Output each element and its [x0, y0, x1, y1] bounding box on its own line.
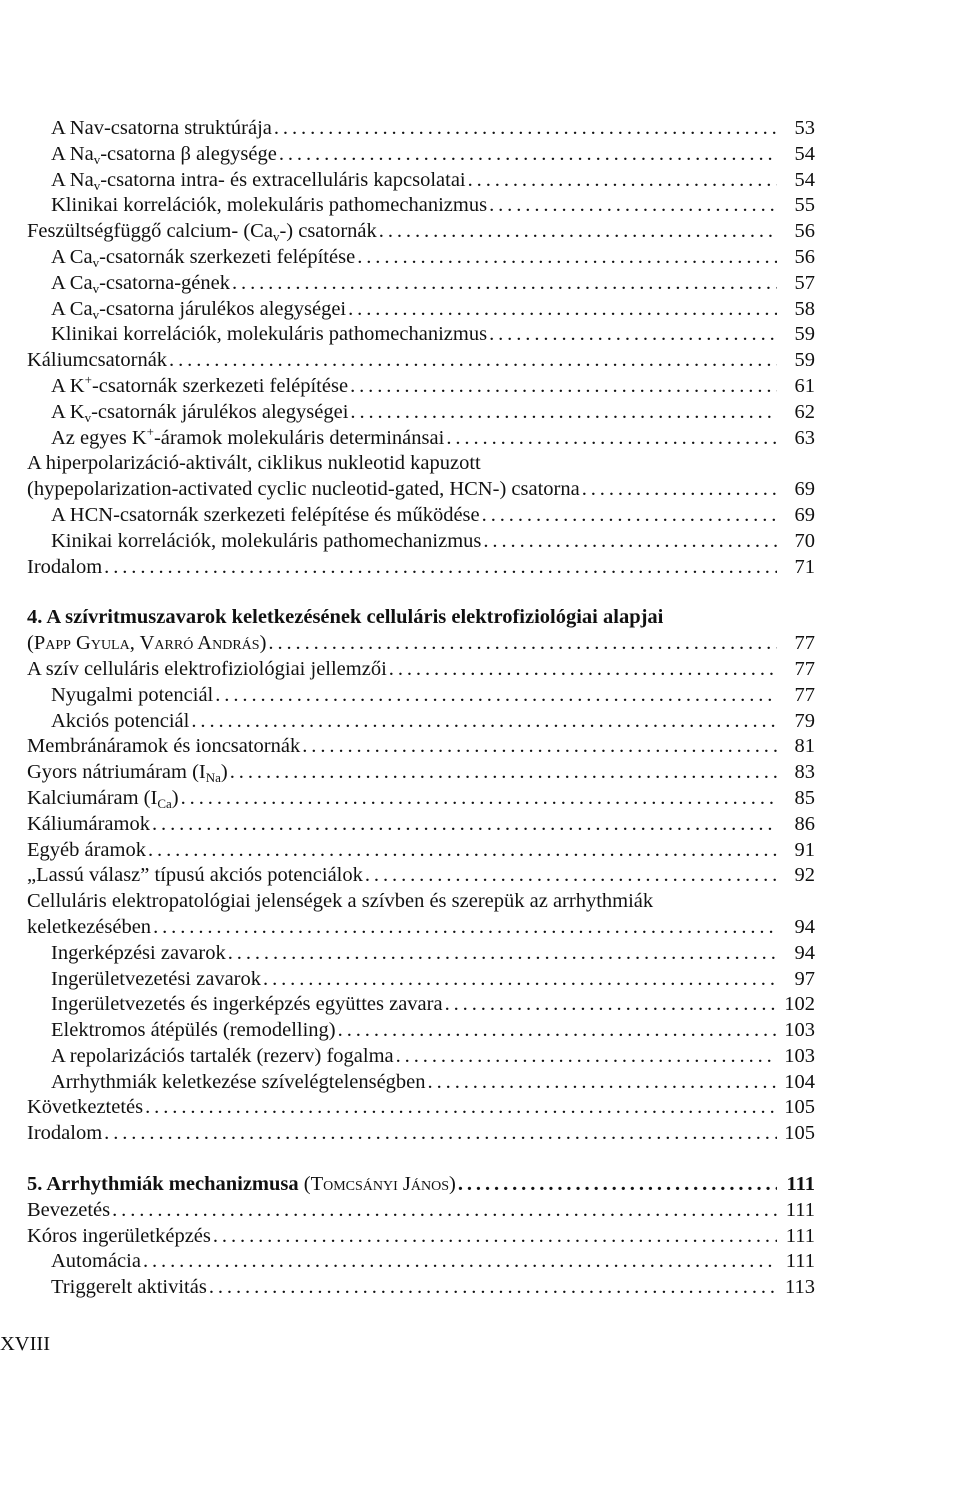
toc-entry-title: Káliumcsatornák [27, 349, 168, 372]
toc-entry [27, 348, 815, 374]
leader-dots [215, 683, 777, 709]
toc-entry-title: A K+-csatornák szerkezeti felépítése [51, 371, 349, 397]
toc-entry-title: Klinikai korrelációk, molekuláris pathomechanizmus [51, 194, 488, 217]
toc-entry [27, 503, 815, 529]
toc-page-number: 58 [794, 297, 815, 320]
toc-entry-title: Ingerületvezetés és ingerképzés együttes zavara [51, 993, 443, 1016]
toc-entry [27, 219, 815, 245]
leader-dots [489, 193, 777, 219]
toc-entry [27, 400, 815, 426]
toc-entry-title: Arrhythmiák keletkezése szívelégtelenségben [51, 1070, 426, 1093]
toc-entry [27, 709, 815, 735]
toc-page-number: 61 [794, 374, 815, 397]
toc-entry-title: Akciós potenciál [51, 709, 190, 732]
toc-entry [27, 1121, 815, 1147]
toc-entry [27, 967, 815, 993]
toc-entry [27, 116, 815, 142]
leader-dots [446, 426, 777, 452]
toc-entry [27, 838, 815, 864]
toc-entry-title: A repolarizációs tartalék (rezerv) fogalma [51, 1044, 394, 1067]
leader-dots [232, 271, 777, 297]
toc-entry [27, 760, 815, 786]
leader-dots [213, 1224, 777, 1250]
toc-entry-title: 4. A szívritmuszavarok keletkezésének celluláris elektrofiziológiai alapjai [27, 606, 664, 629]
toc-page-number: 69 [794, 503, 815, 526]
toc-entry-title: A $Ca_v$-csatornák szerkezeti felépítése [51, 245, 356, 270]
leader-dots [104, 555, 777, 581]
toc-entry-title: Gyors nátriumáram $(I_{Na})$ [27, 761, 228, 786]
toc-entry [27, 889, 815, 915]
toc-entry [27, 1249, 815, 1275]
leader-dots [428, 1070, 777, 1096]
toc-entry-title: Következtetés [27, 1096, 144, 1119]
toc-entry-title: A Nav-csatorna struktúrája [51, 117, 272, 139]
toc-entry-title: Triggerelt aktivitás [51, 1276, 207, 1299]
leader-dots [104, 1121, 777, 1147]
toc-entry [27, 168, 815, 194]
toc-page-number: 54 [794, 142, 815, 165]
toc-entry [27, 142, 815, 168]
leader-dots [268, 631, 777, 657]
toc-page-number: 113 [785, 1276, 815, 1299]
toc-entry [27, 529, 815, 555]
toc-page-number: 111 [785, 1198, 815, 1221]
toc-entry [27, 863, 815, 889]
leader-dots [389, 657, 777, 683]
leader-dots [279, 142, 777, 168]
leader-dots [348, 297, 777, 323]
toc-entry-title: A $Ca_v-csatorna$-gének [51, 271, 230, 296]
toc-page-number: 81 [794, 735, 815, 758]
leader-dots [274, 116, 777, 142]
toc-entry-title: Kinikai korrelációk, molekuláris pathomechanizmus [51, 529, 482, 552]
toc-page-number: 62 [794, 400, 815, 423]
toc-entry [27, 683, 815, 709]
toc-entry-title: Celluláris elektropatológiai jelenségek a szívben és szerepük az arrhythmiák [27, 890, 654, 913]
leader-dots [228, 941, 777, 967]
toc-page-number: 59 [794, 323, 815, 346]
toc-entry [27, 423, 815, 452]
toc-entry [27, 555, 815, 581]
leader-dots [357, 245, 777, 271]
toc-entry [27, 297, 815, 323]
toc-page-number: 103 [784, 1044, 815, 1067]
leader-dots [112, 1198, 777, 1224]
leader-dots [191, 709, 777, 735]
toc-page-number: 111 [786, 1173, 815, 1196]
leader-dots [489, 322, 777, 348]
toc-entry [27, 271, 815, 297]
toc-entry-title: 5. Arrhythmiák mechanizmusa (Tomcsányi János) [27, 1173, 456, 1196]
toc-page-number: 55 [794, 194, 815, 217]
toc-entry-title: Kalciumáram $(I_{Ca})$ [27, 786, 179, 811]
toc-entry-title: A $Ca_v$-csatorna járulékos alegységei [51, 297, 347, 322]
toc-page-number: 111 [785, 1224, 815, 1247]
toc-entry [27, 193, 815, 219]
toc-page-number: 63 [794, 426, 815, 449]
leader-dots [302, 734, 777, 760]
toc-page-number: 69 [794, 478, 815, 501]
toc-entry [27, 1224, 815, 1250]
toc-entry [27, 1018, 815, 1044]
toc-entry-title: (Papp Gyula, Varró András) [27, 632, 267, 655]
leader-dots [209, 1275, 777, 1301]
toc-page-number: 91 [794, 838, 815, 861]
toc-section-heading [27, 1172, 815, 1198]
toc-entry-title: Feszültségfüggő calcium- $(Ca_v-)$ csatornák [27, 220, 377, 245]
toc-entry-title: A $Na_v$-csatorna β alegysége [51, 142, 277, 167]
toc-entry-title: Nyugalmi potenciál [51, 683, 214, 706]
toc-entry [27, 477, 815, 503]
toc-entry-title: Káliumáramok [27, 812, 150, 835]
toc-entry-title: Membránáramok és ioncsatornák [27, 735, 301, 758]
toc-entry [27, 245, 815, 271]
toc-entry-title: „Lassú válasz” típusú akciós potenciálok [27, 864, 363, 887]
leader-dots [582, 477, 777, 503]
toc-entry [27, 941, 815, 967]
toc-page-number: 92 [794, 864, 815, 887]
toc-page-number: 97 [794, 967, 815, 990]
toc-entry [27, 786, 815, 812]
toc-entry-title: A $Na_v$-csatorna intra- és extracelluláris kapcsolatai [51, 168, 466, 193]
toc-page-number: 111 [785, 1250, 815, 1273]
toc-entry [27, 1044, 815, 1070]
toc-entry-title: A hiperpolarizáció-aktivált, ciklikus nukleotid kapuzott [27, 452, 481, 475]
toc-entry-title: (hypepolarization-activated cyclic nucleotid-gated, HCN-) csatorna [27, 478, 580, 501]
leader-dots [365, 863, 777, 889]
toc-entry-title: Bevezetés [27, 1198, 111, 1221]
leader-dots [482, 503, 777, 529]
toc-entry [27, 992, 815, 1018]
toc-page-number: 103 [784, 1019, 815, 1042]
leader-dots [148, 838, 777, 864]
toc-page-number: 86 [794, 812, 815, 835]
leader-dots [396, 1044, 777, 1070]
leader-dots [230, 760, 777, 786]
leader-dots [143, 1249, 777, 1275]
toc-page-number: 56 [794, 245, 815, 268]
toc-entry [27, 322, 815, 348]
toc-page-number: 53 [794, 117, 815, 139]
leader-dots [458, 1172, 777, 1198]
toc-page-number: 77 [794, 632, 815, 655]
toc-entry-title: Klinikai korrelációk, molekuláris pathomechanizmus [51, 323, 488, 346]
toc-entry [27, 1070, 815, 1096]
leader-dots [263, 967, 777, 993]
leader-dots [145, 1095, 777, 1121]
toc-page-number: 77 [794, 657, 815, 680]
toc-entry [27, 734, 815, 760]
toc-entry [27, 915, 815, 941]
leader-dots [153, 915, 777, 941]
leader-dots [379, 219, 777, 245]
toc-page-number: 56 [794, 220, 815, 243]
toc-entry-title: Automácia [51, 1250, 141, 1273]
leader-dots [152, 812, 777, 838]
toc-entry-title: Irodalom [27, 1122, 103, 1145]
leader-dots [483, 529, 777, 555]
toc-entry [27, 631, 815, 657]
toc-page-number: 59 [794, 349, 815, 372]
toc-entry [27, 1095, 815, 1121]
page-number: XVIII [0, 1333, 51, 1355]
toc-entry [27, 1275, 815, 1301]
toc-page-number: 85 [794, 786, 815, 809]
leader-dots [468, 168, 777, 194]
toc-entry-title: Elektromos átépülés (remodelling) [51, 1019, 336, 1042]
toc-entry-title: Kóros ingerületképzés [27, 1224, 211, 1247]
leader-dots [338, 1018, 777, 1044]
leader-dots [350, 374, 777, 400]
toc-page-number: 105 [784, 1096, 815, 1119]
toc-entry-title: Egyéb áramok [27, 838, 146, 861]
toc-entry [27, 1198, 815, 1224]
table-of-contents [27, 116, 815, 1301]
leader-dots [445, 992, 777, 1018]
toc-page-number: 83 [794, 761, 815, 784]
toc-entry-title: Irodalom [27, 555, 103, 578]
toc-page-number: 102 [784, 993, 815, 1016]
toc-section-heading [27, 605, 815, 631]
leader-dots [169, 348, 777, 374]
toc-entry [27, 371, 815, 400]
toc-page-number: 57 [794, 271, 815, 294]
toc-entry [27, 451, 815, 477]
leader-dots [181, 786, 777, 812]
toc-page-number: 94 [794, 915, 815, 938]
toc-entry-title: A $K_v$-csatornák járulékos alegységei [51, 400, 349, 425]
toc-entry-title: Ingerképzési zavarok [51, 941, 226, 964]
toc-page-number: 105 [784, 1122, 815, 1145]
toc-entry [27, 657, 815, 683]
toc-page-number: 94 [794, 941, 815, 964]
toc-entry [27, 812, 815, 838]
toc-page-number: 70 [794, 529, 815, 552]
toc-page-number: 79 [794, 709, 815, 732]
toc-entry-title: A szív celluláris elektrofiziológiai jellemzői [27, 657, 387, 680]
toc-page-number: 54 [794, 168, 815, 191]
toc-page-number: 77 [794, 683, 815, 706]
toc-page-number: 104 [784, 1070, 815, 1093]
leader-dots [350, 400, 777, 426]
toc-entry-title: A HCN-csatornák szerkezeti felépítése és működése [51, 503, 480, 526]
toc-entry-title: keletkezésében [27, 915, 152, 938]
toc-entry-title: Ingerületvezetési zavarok [51, 967, 262, 990]
toc-entry-title: Az egyes K+-áramok molekuláris determinánsai [51, 423, 445, 449]
toc-page-number: 71 [794, 555, 815, 578]
